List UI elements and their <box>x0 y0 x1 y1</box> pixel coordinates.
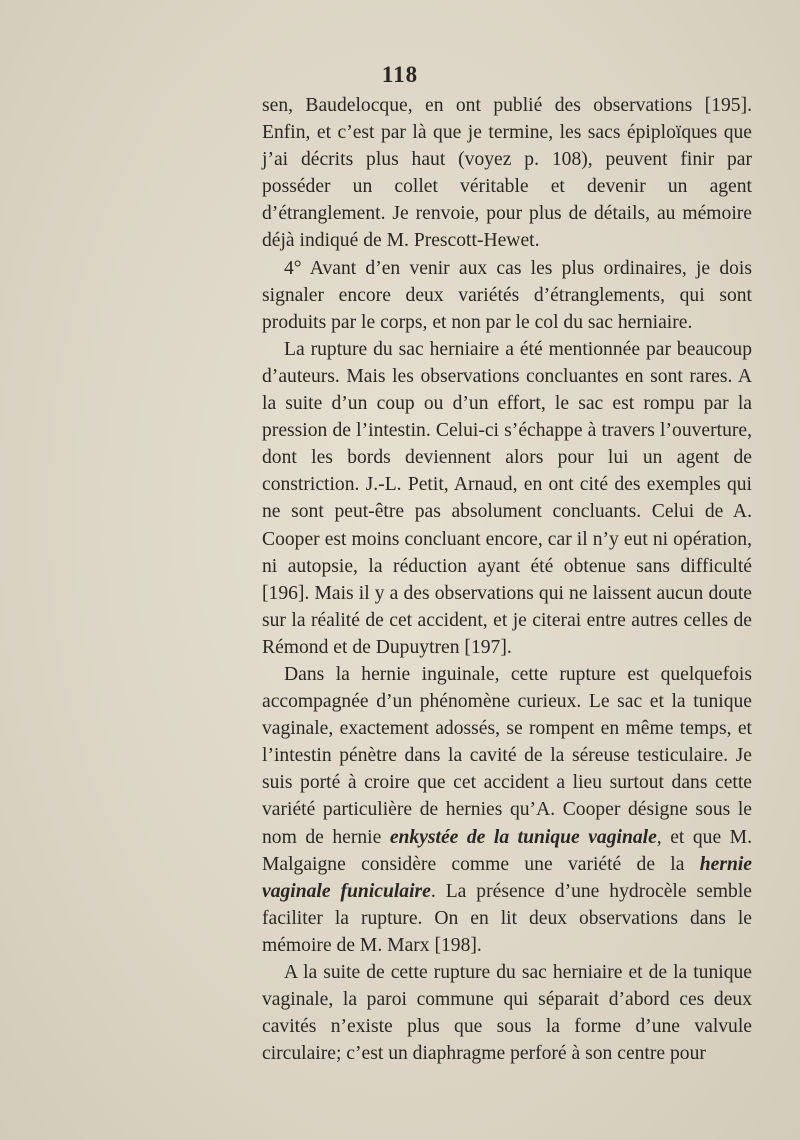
paragraph-1 <box>262 92 752 255</box>
paragraph-4-text-a: Dans la hernie inguinale, cette rupture est quelquefois accompagnée d’un phénomène curieux. Le sac et la tunique vaginale, exactement adossés, se rompent en même temps, et l’intestin pénètre dans la cavité de la séreuse testiculaire. Je suis porté à croire que cet accident a lieu surtout dans cette variété particulière de hernies qu’A. Cooper désigne sous le nom de hernie <box>262 663 752 848</box>
body-text <box>262 92 752 1067</box>
paragraph-2-text: 4° Avant d’en venir aux cas les plus ordinaires, je dois signaler encore deux variétés d’étranglements, qui sont produits par le corps, et non par le col du sac herniaire. <box>262 257 752 333</box>
paragraph-2 <box>262 255 752 336</box>
page-number: 118 <box>381 62 419 87</box>
paragraph-3-text: La rupture du sac herniaire a été mentionnée par beaucoup d’auteurs. Mais les observations concluantes en sont rares. A la suite d’un coup ou d’un effort, le sac est rompu par la pression de l’intestin. Celui-ci s’échappe à travers l’ouverture, dont les bords deviennent alors pour lui un agent de constriction. J.-L. Petit, Arnaud, en ont cité des exemples qui ne sont peut-être pas absolument concluants. Celui de A. Cooper est moins concluant encore, car il n’y eut ni opération, ni autopsie, la réduction ayant été obtenue sans difficulté [196]. Mais il y a des observations qui ne laissent aucun doute sur la réalité de cet accident, et je citerai entre autres celles de Rémond et de Dupuytren [197]. <box>262 338 752 658</box>
paragraph-5 <box>262 959 752 1067</box>
paragraph-4-italic-term-1: enkystée de la tunique vaginale <box>389 826 657 848</box>
paragraph-4-text-b: , et que M. Malgaigne considère comme une variété de la <box>262 826 752 875</box>
paragraph-4-italic-term-2: hernie vaginale funiculaire <box>262 853 752 902</box>
paragraph-5-text: A la suite de cette rupture du sac herniaire et de la tunique vaginale, la paroi commune qui séparait d’abord ces deux cavités n’existe plus que sous la forme d’une valvule circulaire; c’est un diaphragme perforé à son centre pour <box>262 962 752 1065</box>
paragraph-3 <box>262 336 752 661</box>
paragraph-4-text-c: . La présence d’une hydrocèle semble faciliter la rupture. On en lit deux observations dans le mémoire de M. Marx [198]. <box>262 880 752 956</box>
paragraph-1-text: sen, Baudelocque, en ont publié des observations [195]. Enfin, et c’est par là que je termine, les sacs épiploïques que j’ai décrits plus haut (voyez p. 108), peuvent finir par posséder un collet véritable et devenir un agent d’étranglement. Je renvoie, pour plus de détails, au mémoire déjà indiqué de M. Prescott-Hewet. <box>262 95 752 252</box>
paragraph-4 <box>262 661 752 959</box>
